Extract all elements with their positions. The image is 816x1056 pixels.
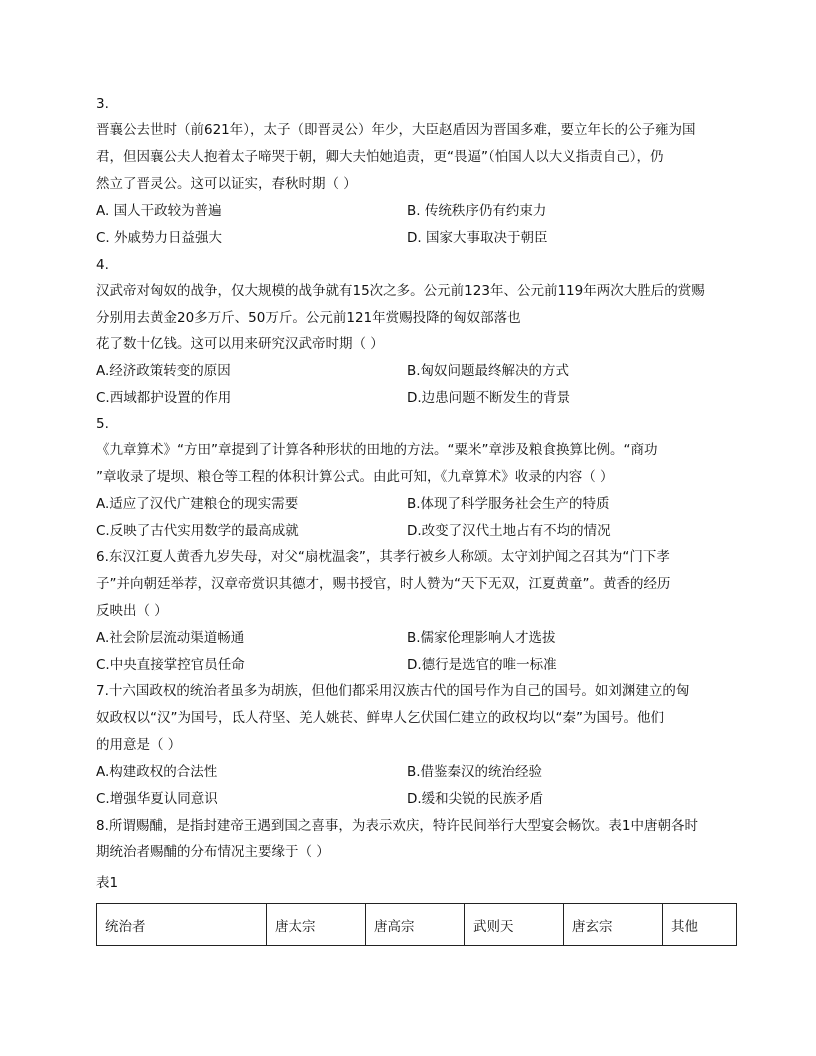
question-5-number: 5. (96, 416, 109, 432)
question-7-text-line: 奴政权以“汉”为国号，氐人苻坚、羌人姚苌、鲜卑人乞伏国仁建立的政权均以“秦”为国号。他们 (96, 710, 664, 726)
question-3-text-line: 晋襄公去世时（前621年），太子（即晋灵公）年少，大臣赵盾因为晋国多难，要立年长的公子雍为国 (96, 122, 696, 138)
table-header-cell: 其他 (663, 904, 737, 946)
table-1 (96, 903, 737, 946)
question-6-text-line: 反映出（ ） (96, 603, 168, 619)
table-header-row (97, 904, 737, 946)
question-5-option-c: C.反映了古代实用数学的最高成就 (96, 523, 299, 539)
question-3-option-d: D. 国家大事取决于朝臣 (407, 230, 548, 246)
question-5-option-a: A.适应了汉代广建粮仓的现实需要 (96, 496, 299, 512)
question-6-option-a: A.社会阶层流动渠道畅通 (96, 630, 245, 646)
question-3-option-c: C. 外戚势力日益强大 (96, 230, 223, 246)
question-8-text-line: 8.所谓赐酺，是指封建帝王遇到国之喜事，为表示欢庆，特许民间举行大型宴会畅饮。表1中唐朝各时 (96, 818, 698, 834)
question-5-text-line: 《九章算术》“方田”章提到了计算各种形状的田地的方法。“粟米”章涉及粮食换算比例。“商功 (96, 442, 658, 458)
question-4-number: 4. (96, 257, 109, 273)
question-6-option-d: D.德行是选官的唯一标准 (407, 657, 557, 673)
question-4-option-a: A.经济政策转变的原因 (96, 363, 231, 379)
question-5-option-b: B.体现了科学服务社会生产的特质 (407, 496, 610, 512)
table-header-cell: 唐太宗 (267, 904, 366, 946)
question-7-text-line: 7.十六国政权的统治者虽多为胡族，但他们都采用汉族古代的国号作为自己的国号。如刘渊建立的匈 (96, 683, 690, 699)
question-4-text-line: 汉武帝对匈奴的战争，仅大规模的战争就有15次之多。公元前123年、公元前119年两次大胜后的赏赐 (96, 283, 705, 299)
question-7-option-d: D.缓和尖锐的民族矛盾 (407, 791, 544, 807)
question-4-text-line: 花了数十亿钱。这可以用来研究汉武帝时期（ ） (96, 336, 384, 352)
question-6-text-line: 子”并向朝廷举荐，汉章帝赏识其德才，赐书授官，时人赞为“天下无双，江夏黄童”。黄香的经历 (96, 576, 671, 592)
table-header-cell: 唐高宗 (366, 904, 465, 946)
question-3-option-b: B. 传统秩序仍有约束力 (407, 203, 547, 219)
question-6-text-line: 6.东汉江夏人黄香九岁失母，对父“扇枕温衾”，其孝行被乡人称颂。太守刘护闻之召其为“门下孝 (96, 549, 670, 565)
table-caption: 表1 (96, 875, 119, 891)
question-7-option-c: C.增强华夏认同意识 (96, 791, 218, 807)
question-6-option-b: B.儒家伦理影响人才选拔 (407, 630, 556, 646)
question-5-text-line: ”章收录了堤坝、粮仓等工程的体积计算公式。由此可知，《九章算术》收录的内容（ ） (96, 469, 614, 485)
table-header-cell: 统治者 (97, 904, 267, 946)
question-7-option-b: B.借鉴秦汉的统治经验 (407, 764, 543, 780)
question-3-number: 3. (96, 96, 109, 112)
question-3-option-a: A. 国人干政较为普遍 (96, 203, 222, 219)
question-4-option-d: D.边患问题不断发生的背景 (407, 390, 571, 406)
question-7-text-line: 的用意是（ ） (96, 737, 182, 753)
question-6-option-c: C.中央直接掌控官员任命 (96, 657, 245, 673)
table-header-cell: 武则天 (465, 904, 564, 946)
question-7-option-a: A.构建政权的合法性 (96, 764, 218, 780)
question-4-option-b: B.匈奴问题最终解决的方式 (407, 363, 570, 379)
question-4-option-c: C.西域都护设置的作用 (96, 390, 232, 406)
question-3-text-line: 君，但因襄公夫人抱着太子啼哭于朝，卿大夫怕她追责，更“畏逼”（怕国人以大义指责自己），仍 (96, 149, 664, 165)
question-3-text-line: 然立了晋灵公。这可以证实，春秋时期（ ） (96, 176, 357, 192)
table-header-cell: 唐玄宗 (564, 904, 663, 946)
question-5-option-d: D.改变了汉代土地占有不均的情况 (407, 523, 611, 539)
question-4-text-line: 分别用去黄金20多万斤、50万斤。公元前121年赏赐投降的匈奴部落也 (96, 310, 521, 326)
question-8-text-line: 期统治者赐酺的分布情况主要缘于（ ） (96, 844, 330, 860)
